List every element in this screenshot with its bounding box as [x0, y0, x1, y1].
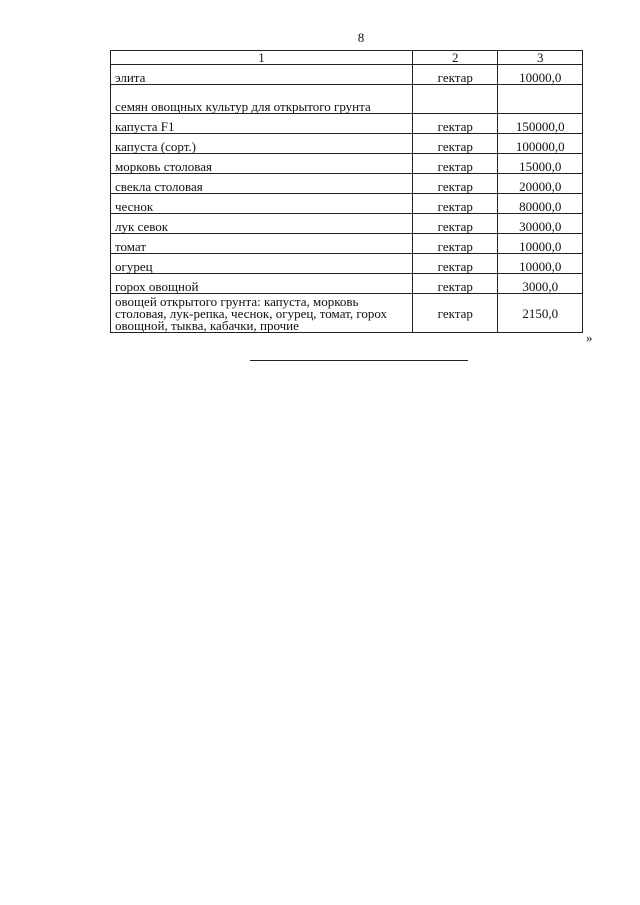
crop-name-cell: огурец	[111, 254, 413, 274]
unit-cell: гектар	[413, 114, 498, 134]
closing-quote: »	[586, 330, 593, 345]
crop-name-cell: овощей открытого грунта: капуста, морковь столовая, лук-репка, чеснок, огурец, томат, горох овощной, тыква, кабачки, прочие	[111, 294, 413, 333]
crop-name-cell: морковь столовая	[111, 154, 413, 174]
table-row	[111, 65, 583, 85]
amount-cell: 100000,0	[498, 134, 583, 154]
column-header: 3	[498, 51, 583, 65]
crop-name-cell: свекла столовая	[111, 174, 413, 194]
amount-cell: 150000,0	[498, 114, 583, 134]
table-row	[111, 114, 583, 134]
amount-cell: 10000,0	[498, 234, 583, 254]
amount-cell: 80000,0	[498, 194, 583, 214]
unit-cell: гектар	[413, 234, 498, 254]
unit-cell: гектар	[413, 134, 498, 154]
amount-cell: 2150,0	[498, 294, 583, 333]
unit-cell	[413, 85, 498, 114]
unit-cell: гектар	[413, 254, 498, 274]
crop-name-cell: капуста (сорт.)	[111, 134, 413, 154]
table-row	[111, 274, 583, 294]
amount-cell: 10000,0	[498, 65, 583, 85]
unit-cell: гектар	[413, 294, 498, 333]
table-row	[111, 294, 583, 333]
unit-cell: гектар	[413, 154, 498, 174]
crop-name-cell: элита	[111, 65, 413, 85]
amount-cell: 10000,0	[498, 254, 583, 274]
table-row	[111, 174, 583, 194]
crop-name-cell: томат	[111, 234, 413, 254]
amount-cell	[498, 85, 583, 114]
crop-name-cell: капуста F1	[111, 114, 413, 134]
crop-name-cell: семян овощных культур для открытого грунта	[111, 85, 413, 114]
table-row	[111, 134, 583, 154]
rates-table	[110, 50, 583, 333]
crop-name-cell: чеснок	[111, 194, 413, 214]
table-row	[111, 234, 583, 254]
unit-cell: гектар	[413, 174, 498, 194]
crop-name-cell: горох овощной	[111, 274, 413, 294]
table-header-row	[111, 51, 583, 65]
amount-cell: 20000,0	[498, 174, 583, 194]
unit-cell: гектар	[413, 65, 498, 85]
table-row	[111, 154, 583, 174]
amount-cell: 30000,0	[498, 214, 583, 234]
table-row	[111, 194, 583, 214]
unit-cell: гектар	[413, 214, 498, 234]
unit-cell: гектар	[413, 194, 498, 214]
amount-cell: 3000,0	[498, 274, 583, 294]
end-rule	[250, 360, 468, 361]
table-row	[111, 85, 583, 114]
column-header: 1	[111, 51, 413, 65]
table-row	[111, 254, 583, 274]
column-header: 2	[413, 51, 498, 65]
table-row	[111, 214, 583, 234]
amount-cell: 15000,0	[498, 154, 583, 174]
page-number: 8	[357, 30, 365, 45]
crop-name-cell: лук севок	[111, 214, 413, 234]
unit-cell: гектар	[413, 274, 498, 294]
